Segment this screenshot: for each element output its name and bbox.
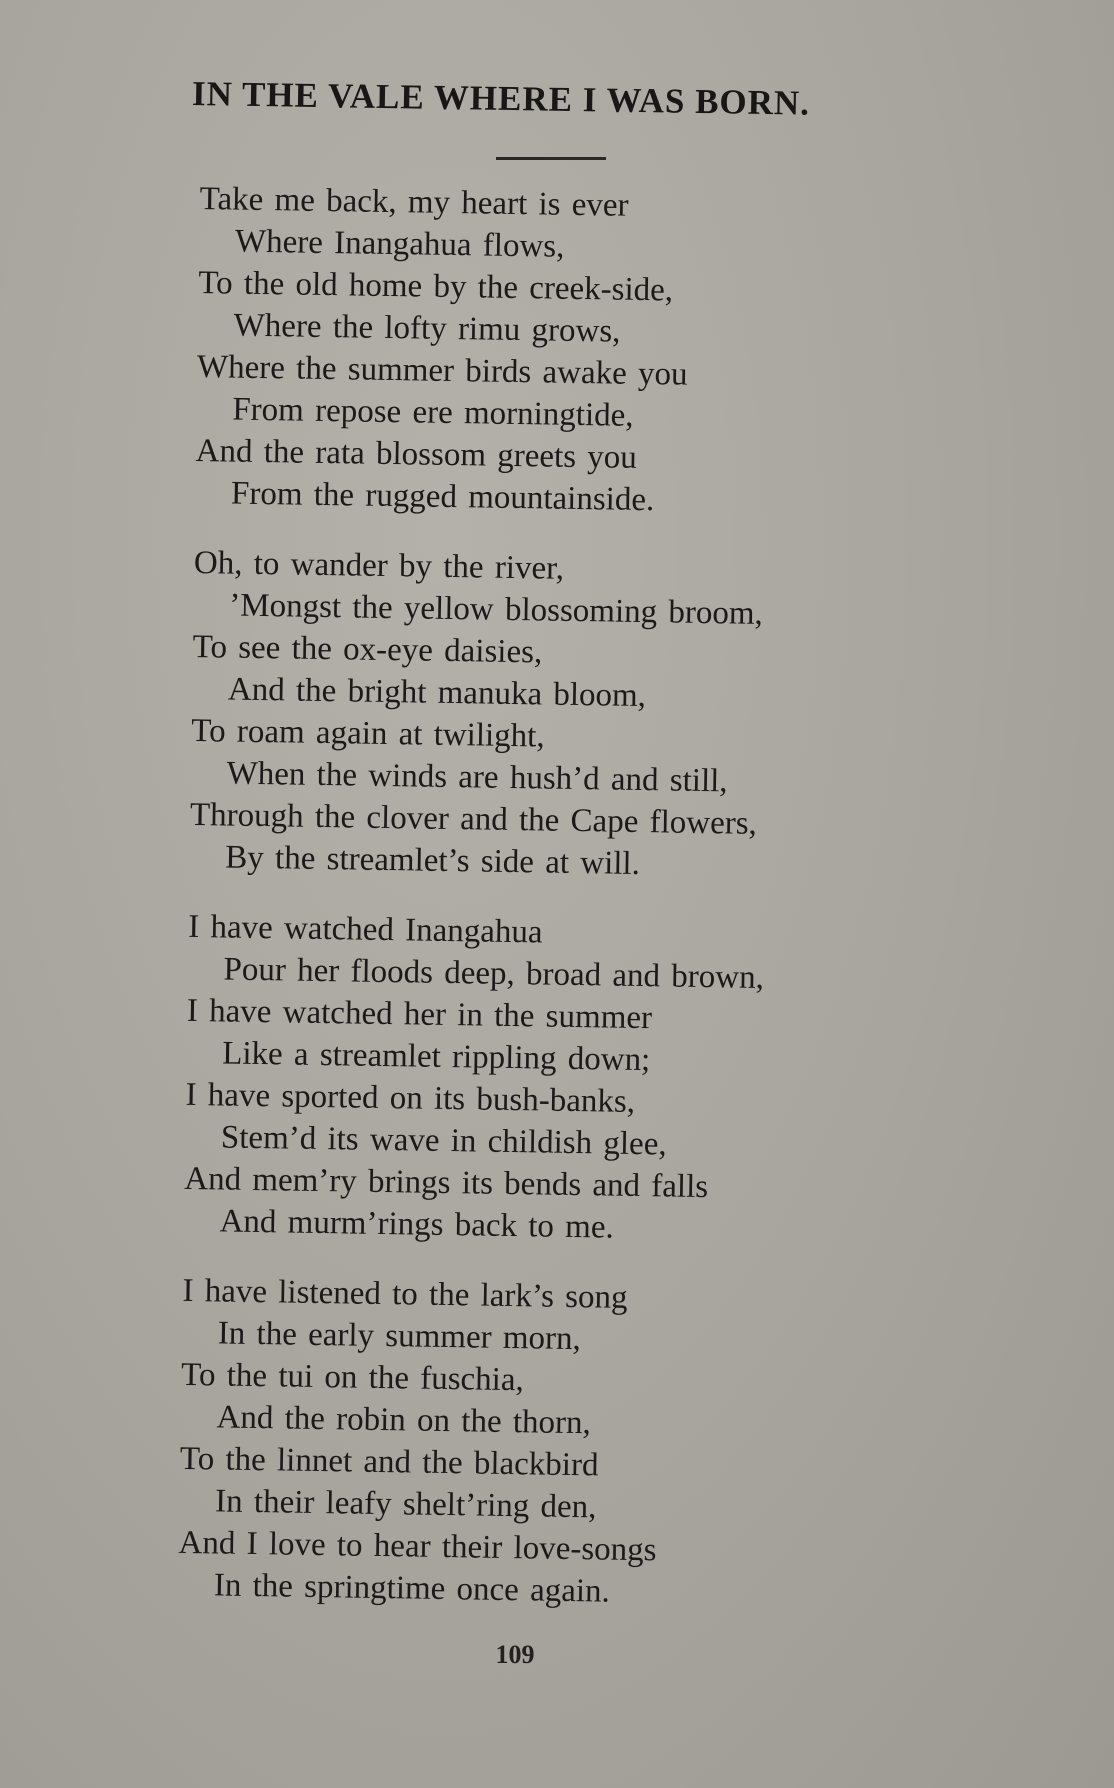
poem-line: And the rata blossom greets you xyxy=(195,432,638,476)
poem-line: ’Mongst the yellow blossoming broom, xyxy=(229,587,764,632)
poem-line: I have listened to the lark’s song xyxy=(182,1272,628,1316)
poem-line: To the linnet and the blackbird xyxy=(179,1440,599,1484)
poem-line: I have watched her in the summer xyxy=(186,992,653,1037)
poem-line: Where the summer birds awake you xyxy=(196,348,688,393)
stanza-4 xyxy=(178,1270,903,1617)
poem-line: From the rugged mountainside. xyxy=(230,475,655,519)
poem-line: From repose ere morningtide, xyxy=(232,391,634,434)
poem-line: To the tui on the fuschia, xyxy=(180,1356,525,1399)
poem-line: In their leafy shelt’ring den, xyxy=(214,1483,597,1526)
poem-line: Through the clover and the Cape flowers, xyxy=(189,796,758,842)
poem-line: To roam again at twilight, xyxy=(191,712,545,755)
poem-line: Oh, to wander by the river, xyxy=(193,544,565,587)
poem-line: Like a streamlet rippling down; xyxy=(221,1035,651,1079)
poem-line: Where the lofty rimu grows, xyxy=(233,307,621,350)
poem-line: Take me back, my heart is ever xyxy=(199,180,629,224)
poem-line: And mem’ry brings its bends and falls xyxy=(183,1160,709,1206)
poem-line: By the streamlet’s side at will. xyxy=(225,839,641,882)
poem-line: I have sported on its bush-banks, xyxy=(185,1076,636,1120)
poem-line: Pour her floods deep, broad and brown, xyxy=(223,951,765,996)
poem-line: To see the ox-eye daisies, xyxy=(192,628,543,671)
poem-line: To the old home by the creek-side, xyxy=(198,264,674,309)
page-number: 109 xyxy=(495,1640,535,1669)
stanza-1 xyxy=(195,178,920,525)
poem-line: In the springtime once again. xyxy=(213,1567,611,1610)
poem-line: And I love to hear their love-songs xyxy=(178,1524,657,1569)
poem-line: Where Inangahua flows, xyxy=(234,223,565,265)
stanza-3 xyxy=(183,906,908,1253)
poem-body xyxy=(177,178,920,1645)
poem-line: I have watched Inangahua xyxy=(187,908,543,951)
poem-line: When the winds are hush’d and still, xyxy=(226,755,728,800)
poem-title: IN THE VALE WHERE I WAS BORN. xyxy=(191,74,811,123)
poem-line: And the robin on the thorn, xyxy=(216,1399,592,1442)
poem-line: And the bright manuka bloom, xyxy=(227,671,647,715)
title-divider xyxy=(496,157,606,160)
poem-line: In the early summer morn, xyxy=(217,1315,582,1358)
poem-line: And murm’rings back to me. xyxy=(219,1203,615,1246)
poem-line: Stem’d its wave in childish glee, xyxy=(220,1119,667,1163)
stanza-2 xyxy=(189,542,914,889)
